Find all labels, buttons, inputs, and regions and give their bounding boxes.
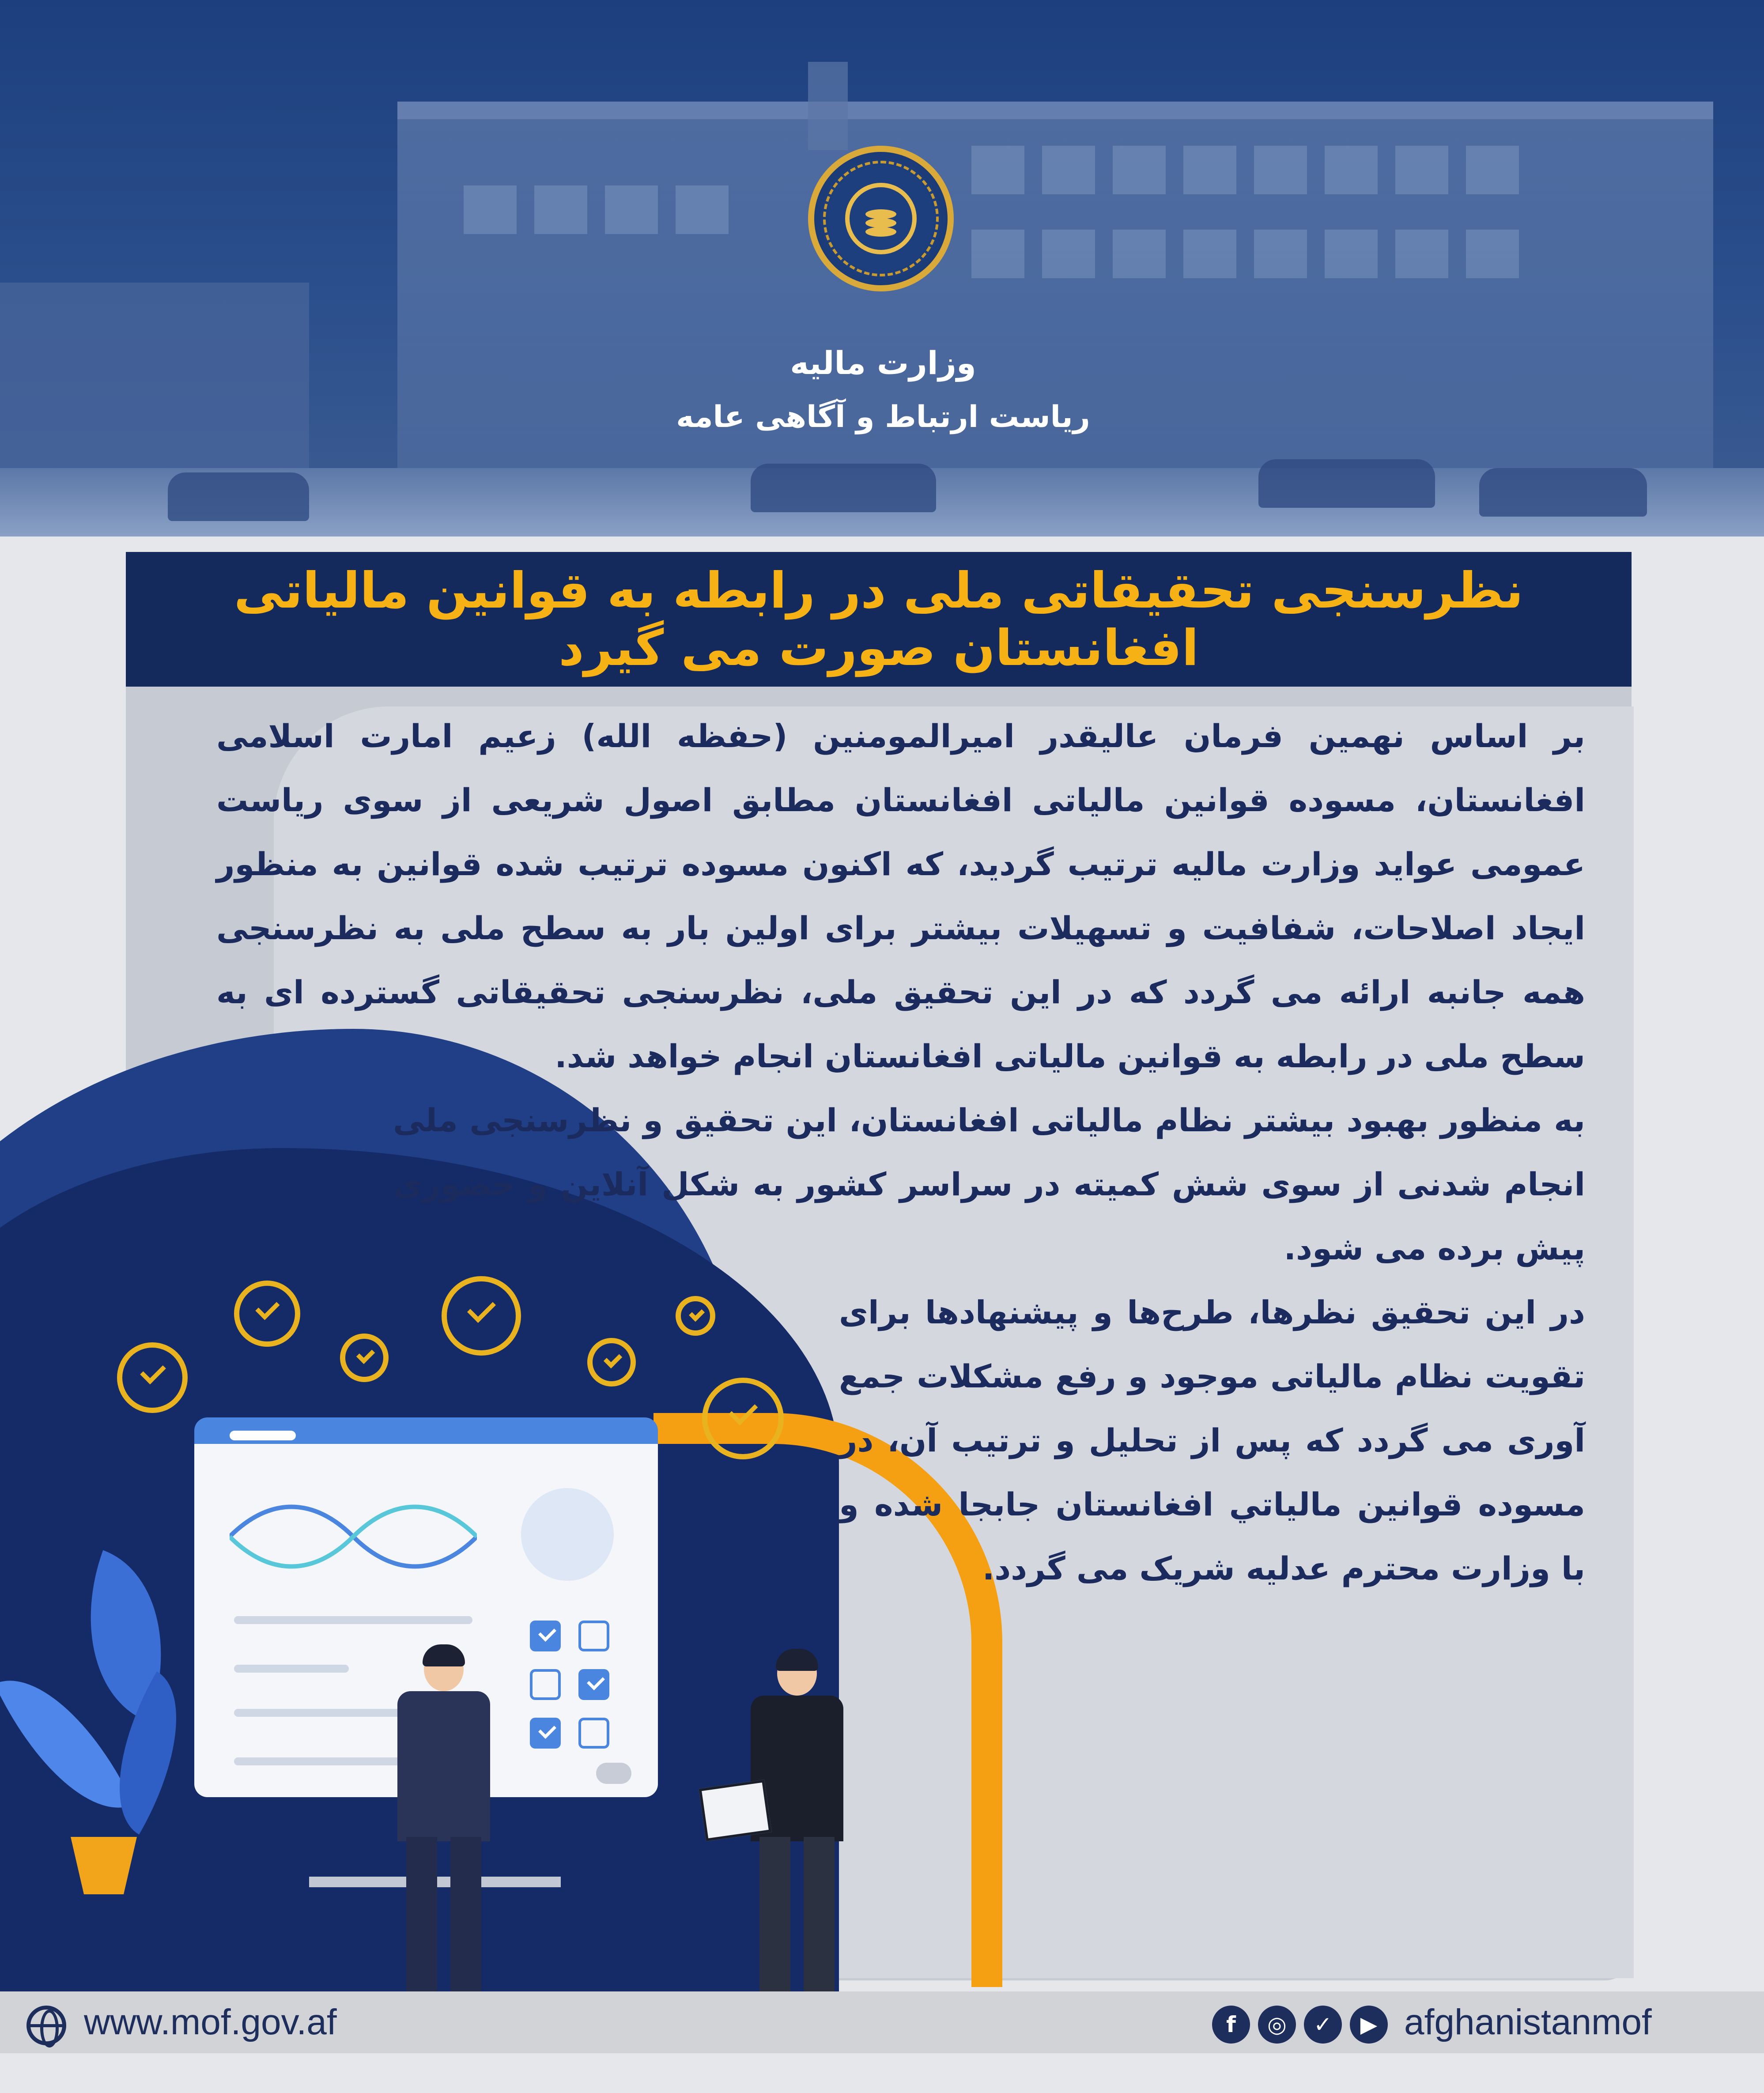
paragraph-3: در این تحقیق نظرها، طرح‌ها و پیشنهادها برای تقویت نظام مالیاتی موجود و رفع مشکلات جمع آوری می گردد که پس از تحلیل و ترتیب آن، در مسوده قوانین مالیاتي افغانستان جابجا شده و با وزارت محترم عدلیه شریک می گردد. — [839, 1294, 1585, 1587]
checkbox-checked — [530, 1621, 561, 1651]
checkbox-empty — [530, 1669, 561, 1700]
globe-icon — [26, 2006, 66, 2045]
title-bar — [126, 552, 1632, 687]
article-body — [216, 704, 1585, 1601]
ministry-seal-logo — [808, 146, 954, 291]
paragraph-2: به منظور بهبود بیشتر نظام مالیاتی افغانستان، این تحقیق و نظرسنجی ملی انجام شدنی از سوی شش کمیته در سراسر کشور به شکل آنلاین و حضوری پیش برده می شود. — [393, 1102, 1585, 1267]
checkbox-empty — [578, 1718, 609, 1749]
social-handle[interactable]: afghanistanmof — [1404, 2002, 1652, 2042]
instagram-icon[interactable]: ◎ — [1258, 2006, 1296, 2044]
background-building-left — [0, 283, 309, 472]
youtube-icon[interactable]: ▶ — [1350, 2006, 1388, 2044]
footer — [0, 1991, 1764, 2053]
paragraph-1: بر اساس نهمین فرمان عالیقدر امیرالمومنین (حفظه الله) زعیم امارت اسلامی افغانستان، مسوده قوانین مالیاتی افغانستان مطابق اصول شریعی از سوی ریاست عمومی عواید وزارت مالیه ترتیب گردید، که اکنون مسوده ترتیب شده قوانین به منظور ایجاد اصلاحات، شفافیت و تسهیلات بیشتر برای اولین بار به سطح ملی به نظرسنجی همه جانبه ارائه می گردد که در این تحقیق ملی، نظرسنجی تحقیقاتی گسترده ای به سطح ملی در رابطه به قوانین مالیاتی افغانستان انجام خواهد شد. — [216, 718, 1585, 1075]
check-circle-icon — [117, 1342, 188, 1413]
ministry-name: وزارت مالیه — [790, 344, 976, 382]
social-icons — [1212, 2006, 1388, 2044]
checkbox-checked — [578, 1669, 609, 1700]
twitter-icon[interactable]: ✓ — [1304, 2006, 1342, 2044]
website-link[interactable]: www.mof.gov.af — [84, 2002, 337, 2042]
checkbox-checked — [530, 1718, 561, 1749]
page-title: نظرسنجی تحقیقاتی ملی در رابطه به قوانین مالیاتی افغانستان صورت می گیرد — [234, 562, 1524, 677]
department-name: ریاست ارتباط و آگاهی عامه — [676, 400, 1090, 434]
facebook-icon[interactable]: f — [1212, 2006, 1250, 2044]
checkbox-empty — [578, 1621, 609, 1651]
folder — [699, 1779, 771, 1841]
header-banner — [0, 0, 1764, 536]
